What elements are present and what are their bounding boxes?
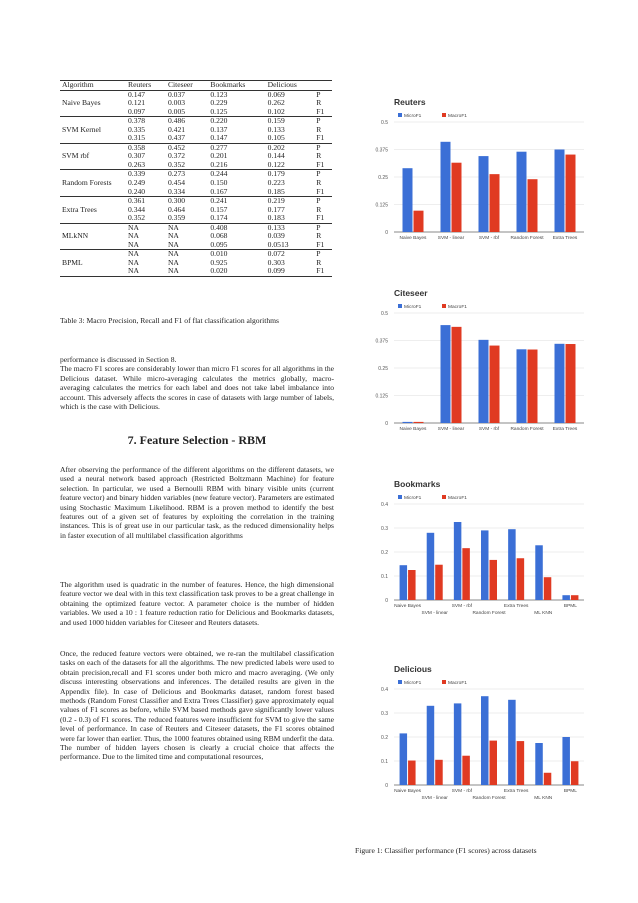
algorithm-name — [60, 267, 126, 276]
table-row — [60, 161, 332, 170]
bar — [490, 174, 500, 232]
table-cell: F1 — [316, 159, 325, 169]
table-cell: 0.241 — [208, 197, 265, 206]
x-tick-label: Random Forest — [472, 611, 506, 616]
bar — [400, 733, 408, 785]
y-tick-label: 0.125 — [375, 393, 388, 400]
x-tick-label: Naive Bayes — [394, 604, 422, 609]
table-cell: P — [314, 223, 332, 232]
table-cell: 0.105 — [267, 133, 285, 143]
bar — [490, 741, 498, 785]
table-cell: 0.219 — [266, 197, 315, 206]
table-cell: 0.220 — [208, 117, 265, 126]
table-cell: 0.020 — [208, 267, 265, 276]
x-tick-label: Extra Trees — [503, 604, 529, 609]
table-cell: 0.464 — [167, 204, 186, 214]
table-cell: 0.150 — [210, 178, 228, 188]
bar — [452, 327, 462, 423]
bar — [400, 565, 408, 600]
x-tick-label: Extra Trees — [552, 236, 578, 241]
table-cell: 0.133 — [267, 124, 285, 134]
y-tick-label: 0.3 — [381, 526, 388, 532]
x-tick-label: Extra Trees — [503, 789, 529, 794]
bar — [490, 346, 500, 423]
table-cell: 0.003 — [167, 98, 186, 108]
chart-bookmarks — [364, 474, 588, 624]
table-cell: F1 — [316, 133, 325, 143]
x-tick-label: SVM - linear — [421, 796, 448, 801]
table-row — [60, 250, 332, 259]
x-tick-label: SVM - rbf — [478, 236, 500, 241]
bar — [481, 696, 489, 785]
table-cell: 0.147 — [210, 133, 228, 143]
table-cell: 0.122 — [267, 159, 285, 169]
y-tick-label: 0.25 — [378, 175, 388, 181]
y-tick-label: 0.1 — [381, 759, 388, 765]
bar — [566, 344, 576, 423]
table-cell: 0.408 — [208, 223, 265, 232]
x-tick-label: Naive Bayes — [394, 789, 422, 794]
table-cell: NA — [167, 231, 179, 241]
x-tick-label: SVM - linear — [437, 427, 465, 432]
bar — [571, 595, 579, 600]
table-cell: 0.372 — [167, 151, 186, 161]
bar — [544, 773, 552, 785]
table-header-cell: Algorithm — [60, 81, 126, 91]
table-cell: 0.303 — [267, 257, 285, 267]
table-cell: F1 — [314, 267, 332, 276]
x-tick-label: Random Forest — [510, 236, 544, 241]
x-tick-label: Naive Bayes — [399, 236, 427, 241]
bar — [452, 163, 462, 232]
table-row — [60, 152, 332, 161]
table-cell: 0.300 — [166, 197, 208, 206]
table-cell: NA — [167, 257, 179, 267]
table-row — [60, 188, 332, 197]
y-tick-label: 0.125 — [375, 202, 388, 209]
bar — [544, 577, 552, 600]
table-cell: 0.133 — [266, 223, 315, 232]
table-cell: 0.068 — [210, 231, 228, 241]
table-cell: NA — [126, 267, 166, 276]
chart-reuters — [364, 92, 588, 242]
table-cell: NA — [128, 257, 139, 267]
bar — [517, 741, 525, 785]
x-tick-label: Random Forest — [472, 796, 506, 801]
section-heading: 7. Feature Selection - RBM — [127, 433, 267, 447]
table-cell: P — [314, 117, 332, 126]
table-cell: 0.039 — [267, 231, 285, 241]
table-cell: 0.0513 — [267, 239, 289, 249]
bar — [555, 344, 565, 423]
y-tick-label: 0 — [385, 230, 388, 236]
legend-label: MacroF1 — [448, 496, 467, 501]
x-tick-label: SVM - rbf — [451, 789, 472, 794]
x-tick-label: Naive Bayes — [399, 427, 427, 432]
legend-swatch — [398, 680, 402, 684]
table-cell: 0.339 — [126, 170, 166, 179]
table-cell: NA — [128, 231, 139, 241]
bar — [508, 529, 515, 600]
table-cell: R — [316, 124, 322, 134]
table-cell: R — [316, 151, 322, 161]
table-cell: NA — [126, 223, 166, 232]
y-tick-label: 0 — [385, 783, 388, 789]
table-cell: 0.147 — [126, 90, 166, 99]
bar — [462, 548, 470, 600]
table-cell: 0.421 — [167, 124, 186, 134]
table-cell: 0.437 — [167, 133, 186, 143]
y-tick-label: 0.5 — [381, 311, 388, 317]
table-cell: 0.223 — [267, 178, 285, 188]
bar — [528, 179, 538, 232]
table-cell: 0.183 — [267, 213, 285, 223]
table-cell: 0.334 — [167, 186, 186, 196]
table-cell: 0.102 — [267, 106, 285, 116]
table-cell: 0.069 — [266, 90, 315, 99]
table-row — [60, 108, 332, 117]
legend-swatch — [442, 113, 446, 117]
table-caption: Table 3: Macro Precision, Recall and F1 of flat classification algorithms — [60, 316, 279, 325]
table-cell: 0.277 — [208, 143, 265, 152]
table-cell: 0.099 — [266, 267, 315, 276]
legend-label: MacroF1 — [448, 114, 467, 119]
table-cell: 0.097 — [128, 106, 146, 116]
paragraph-rbm-intro: After observing the performance of the different algorithms on the different datasets, we used a neural network based approach (Restricted Boltzmann Machine) for feature selection. In particular, we used a Bernoulli RBM with binary visible units (current feature vector) and binary hidden variables (new feature vector). Parameters are estimated using Stochastic Maximum Likelihood. RBM is a proven method to identify the best features out of a given set of features by exploiting the correlation in the training instances. This is of great use in our particular task, as the reduced dimensionality helps in faster execution of all multilabel classification algorithms — [60, 465, 334, 540]
table-header-cell: Reuters — [126, 81, 166, 91]
y-tick-label: 0 — [385, 598, 388, 604]
table-cell: 0.273 — [166, 170, 208, 179]
table-row — [60, 267, 332, 276]
table-cell: 0.358 — [126, 143, 166, 152]
y-tick-label: 0.2 — [381, 735, 388, 741]
y-tick-label: 0.3 — [381, 711, 388, 717]
y-tick-label: 0 — [385, 421, 388, 427]
legend-label: MicroF1 — [404, 496, 422, 501]
table-cell: 0.925 — [210, 257, 228, 267]
chart-title: Citeseer — [394, 288, 428, 298]
legend-swatch — [398, 495, 402, 499]
bar — [403, 422, 413, 423]
paragraph-rbm-algorithm: The algorithm used is quadratic in the number of features. Hence, the high dimensional feature vector we deal with in this text classification task proves to be a great challenge in obtaining the optimized feature vector. A parameter choice is the number of hidden variables. We used a 10 : 1 feature reduction ratio for Delicious and Bookmarks datasets, and used 1000 hidden variables for Citeseer and Reuters datasets. — [60, 580, 334, 627]
paragraph-rbm-results: Once, the reduced feature vectors were obtained, we re-ran the multilabel classification tasks on each of the datasets for all the algorithms. The new predicted labels were used to obtain precision,recall and F1 scores under both micro and macro averaging. (We only discuss interesting observations and inferences. The detailed results are given in the Appendix file). In case of Delicious and Bookmarks dataset, random forest based methods (Random Forest Classifier and Extra Trees Classifier) gave approximately equal values of F1 scores as before, while SVM based methods gave significantly lower values (0.2 - 0.3) of F1 scores. The reduced features were insufficient for SVM to give the same level of performance. In case of Reuters and Citeseer datasets, the F1 scores obtained were far lower than earlier. Thus, the 1000 features obtained using RBM underfit the data. The number of hidden layers chosen is clearly a crucial choice that affects the performance. Due to the limited time and computational resources, — [60, 649, 334, 762]
table-cell: 0.174 — [210, 213, 228, 223]
algorithm-name: BPML — [62, 257, 83, 267]
bar — [408, 570, 416, 600]
algorithm-name — [60, 108, 126, 117]
algorithm-name: SVM Kernel — [62, 124, 102, 134]
table-cell: NA — [167, 239, 179, 249]
table-cell: NA — [126, 250, 166, 259]
figure-caption: Figure 1: Classifier performance (F1 scores) across datasets — [355, 846, 537, 855]
x-tick-label: SVM - rbf — [451, 604, 472, 609]
bar — [479, 156, 489, 232]
table-cell: F1 — [316, 213, 325, 223]
table-cell: NA — [166, 267, 208, 276]
legend-swatch — [442, 495, 446, 499]
algorithm-name: Random Forests — [62, 178, 112, 188]
table-cell: 0.072 — [266, 250, 315, 259]
bar — [490, 560, 498, 600]
table-cell: 0.352 — [167, 159, 186, 169]
table-cell: R — [316, 178, 322, 188]
table-cell: 0.249 — [128, 178, 146, 188]
bar — [454, 522, 462, 600]
table-cell: 0.137 — [210, 124, 228, 134]
table-header-cell: Delicious — [266, 81, 315, 91]
legend-label: MicroF1 — [404, 305, 422, 310]
y-tick-label: 0.1 — [381, 574, 388, 580]
table-cell: 0.352 — [128, 213, 146, 223]
table-row — [60, 259, 332, 268]
bar — [427, 706, 435, 785]
bar — [481, 530, 489, 600]
table-cell: 0.344 — [128, 204, 146, 214]
y-tick-label: 0.4 — [381, 502, 388, 508]
bar — [555, 150, 565, 233]
x-tick-label: BPML — [563, 789, 577, 794]
algorithm-name: MLkNN — [62, 231, 89, 241]
table-cell: 0.201 — [210, 151, 228, 161]
bar — [562, 595, 570, 600]
bar — [571, 761, 579, 785]
table-cell: 0.263 — [128, 159, 146, 169]
table-row — [60, 179, 332, 188]
table-cell: 0.159 — [266, 117, 315, 126]
chart-title: Bookmarks — [394, 479, 441, 489]
table-cell: P — [314, 197, 332, 206]
algorithm-name: SVM rbf — [62, 151, 90, 161]
table-cell: 0.179 — [266, 170, 315, 179]
x-tick-label: SVM - linear — [421, 611, 448, 616]
bar — [462, 756, 470, 785]
algorithm-name — [60, 241, 126, 250]
table-row — [60, 126, 332, 135]
bar — [535, 743, 543, 785]
table-cell: 0.123 — [208, 90, 265, 99]
table-row — [60, 206, 332, 215]
bar — [517, 349, 527, 423]
table-cell: 0.361 — [126, 197, 166, 206]
paragraph-macro-f1: performance is discussed in Section 8. The macro F1 scores are considerably lower than micro F1 scores for all algorithms in the Delicious dataset. While micro-averaging calculates the metrics globally, macro-averaging calculates the metrics for each label and does not take label imbalance into account. This adversely affects the scores in case of datasets with large number of labels, which is the case with Delicious. — [60, 355, 334, 412]
table-cell: 0.185 — [267, 186, 285, 196]
chart-citeseer — [364, 283, 588, 433]
x-tick-label: Extra Trees — [552, 427, 578, 432]
table-cell: F1 — [316, 239, 325, 249]
table-cell: 0.229 — [210, 98, 228, 108]
table-cell: 0.157 — [210, 204, 228, 214]
algorithm-name: Extra Trees — [62, 204, 97, 214]
table-row — [60, 143, 332, 152]
bar — [535, 545, 543, 600]
legend-swatch — [398, 304, 402, 308]
table-row — [60, 99, 332, 108]
legend-swatch — [398, 113, 402, 117]
bar — [454, 703, 462, 785]
table-cell: 0.144 — [267, 151, 285, 161]
bar — [403, 168, 413, 232]
chart-title: Delicious — [394, 664, 432, 674]
bar — [562, 737, 570, 785]
y-tick-label: 0.375 — [375, 338, 388, 345]
bar — [508, 700, 515, 785]
table-cell: 0.177 — [267, 204, 285, 214]
table-cell: R — [316, 98, 322, 108]
chart-title: Reuters — [394, 97, 426, 107]
table-cell: 0.240 — [128, 186, 146, 196]
legend-swatch — [442, 680, 446, 684]
table-cell: 0.095 — [210, 239, 228, 249]
table-header-cell: Bookmarks — [208, 81, 265, 91]
table-cell: P — [314, 170, 332, 179]
table-cell: 0.307 — [128, 151, 146, 161]
table-cell: 0.010 — [208, 250, 265, 259]
results-table — [60, 80, 332, 277]
table-cell: 0.262 — [267, 98, 285, 108]
y-tick-label: 0.375 — [375, 147, 388, 154]
table-row — [60, 197, 332, 206]
y-tick-label: 0.5 — [381, 120, 388, 126]
x-tick-label: ML KNN — [534, 611, 553, 616]
table-cell: 0.378 — [126, 117, 166, 126]
bar — [435, 565, 443, 600]
table-cell: P — [314, 143, 332, 152]
table-row — [60, 223, 332, 232]
algorithm-name — [60, 214, 126, 223]
y-tick-label: 0.25 — [378, 366, 388, 372]
table-cell: 0.216 — [210, 159, 228, 169]
algorithm-name — [60, 161, 126, 170]
table-cell: 0.037 — [166, 90, 208, 99]
table-cell: F1 — [316, 106, 325, 116]
table-row — [60, 241, 332, 250]
bar — [414, 422, 424, 423]
table-cell: R — [316, 231, 322, 241]
algorithm-name: Naive Bayes — [62, 98, 101, 108]
table-cell: R — [316, 204, 322, 214]
table-row — [60, 134, 332, 143]
bar — [441, 142, 451, 232]
x-tick-label: ML KNN — [534, 796, 553, 801]
y-tick-label: 0.2 — [381, 550, 388, 556]
bar — [479, 340, 489, 423]
table-cell: P — [314, 90, 332, 99]
table-cell: 0.315 — [128, 133, 146, 143]
bar — [517, 152, 527, 232]
table-header-cell: Citeseer — [166, 81, 208, 91]
legend-label: MacroF1 — [448, 305, 467, 310]
table-cell: 0.202 — [266, 143, 315, 152]
table-cell: 0.486 — [166, 117, 208, 126]
table-cell: 0.452 — [166, 143, 208, 152]
x-tick-label: SVM - linear — [437, 236, 465, 241]
chart-delicious — [364, 659, 588, 809]
table-cell: F1 — [316, 186, 325, 196]
table-cell: NA — [166, 250, 208, 259]
bar — [435, 760, 443, 785]
bar — [441, 325, 451, 423]
table-cell: R — [316, 257, 322, 267]
table-cell: 0.244 — [208, 170, 265, 179]
legend-label: MacroF1 — [448, 681, 467, 686]
table-cell: 0.167 — [210, 186, 228, 196]
table-cell: 0.359 — [167, 213, 186, 223]
table-cell: P — [314, 250, 332, 259]
algorithm-name — [60, 134, 126, 143]
bar — [427, 533, 435, 600]
bar — [528, 350, 538, 423]
bar — [414, 211, 424, 232]
legend-label: MicroF1 — [404, 114, 422, 119]
table-cell: 0.121 — [128, 98, 146, 108]
table-cell: 0.454 — [167, 178, 186, 188]
bar — [408, 761, 416, 785]
bar — [517, 558, 525, 600]
table-row — [60, 214, 332, 223]
table-cell: NA — [128, 239, 139, 249]
table-cell: 0.335 — [128, 124, 146, 134]
y-tick-label: 0.4 — [381, 687, 388, 693]
x-tick-label: SVM - rbf — [478, 427, 500, 432]
x-tick-label: BPML — [563, 604, 577, 609]
table-cell: 0.005 — [167, 106, 186, 116]
table-cell: NA — [166, 223, 208, 232]
legend-swatch — [442, 304, 446, 308]
bar — [566, 155, 576, 232]
table-row — [60, 232, 332, 241]
legend-label: MicroF1 — [404, 681, 422, 686]
x-tick-label: Random Forest — [510, 427, 544, 432]
algorithm-name — [60, 188, 126, 197]
table-header-cell — [314, 81, 332, 91]
table-cell: 0.125 — [210, 106, 228, 116]
